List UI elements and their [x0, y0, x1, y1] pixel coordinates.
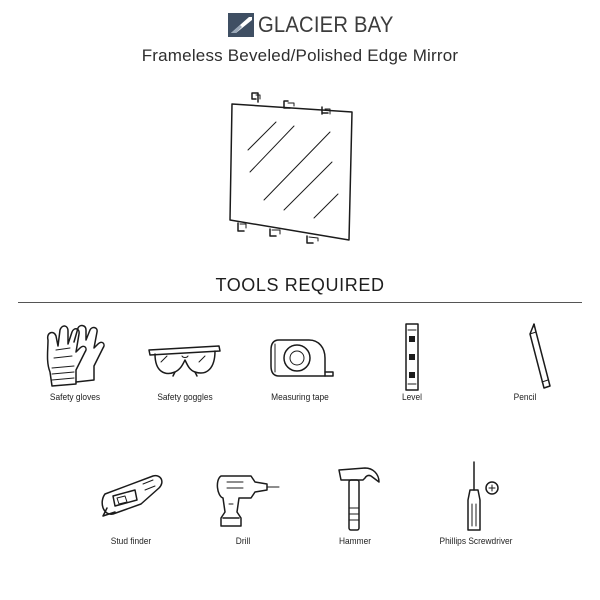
mirror-with-clips-icon	[220, 88, 360, 248]
tool-item	[357, 322, 467, 404]
tool-item	[421, 460, 531, 548]
safety-goggles-icon	[145, 322, 225, 392]
tool-item	[76, 460, 186, 548]
hammer-icon	[315, 460, 395, 536]
phillips-screwdriver-icon	[436, 460, 516, 536]
tool-label: Measuring tape	[271, 392, 329, 403]
glacier-bay-logo-icon	[228, 13, 254, 37]
tool-label: Hammer	[338, 536, 372, 547]
stud-finder-icon	[91, 460, 171, 536]
tool-label: Pencil	[513, 392, 537, 403]
safety-gloves-icon	[40, 322, 110, 392]
tools-required-heading: TOOLS REQUIRED	[215, 275, 385, 295]
tool-label: Stud finder	[110, 536, 152, 547]
tool-label: Level	[402, 392, 422, 403]
tool-label: Safety goggles	[157, 392, 213, 403]
tool-label: Drill	[235, 536, 251, 547]
measuring-tape-icon	[265, 322, 335, 392]
tool-label: Phillips Screwdriver	[439, 536, 513, 547]
tool-item	[300, 460, 410, 548]
pencil-icon	[490, 322, 560, 392]
brand-name: GLACIER BAY	[258, 12, 394, 37]
tool-item	[470, 322, 580, 404]
tool-item	[20, 322, 130, 404]
tool-item	[130, 322, 240, 404]
level-icon	[377, 322, 447, 392]
tool-item	[188, 460, 298, 548]
drill-icon	[203, 460, 283, 536]
tool-item	[245, 322, 355, 404]
tool-label: Safety gloves	[49, 392, 101, 403]
product-title: Frameless Beveled/Polished Edge Mirror	[141, 46, 459, 65]
section-divider	[18, 302, 582, 303]
